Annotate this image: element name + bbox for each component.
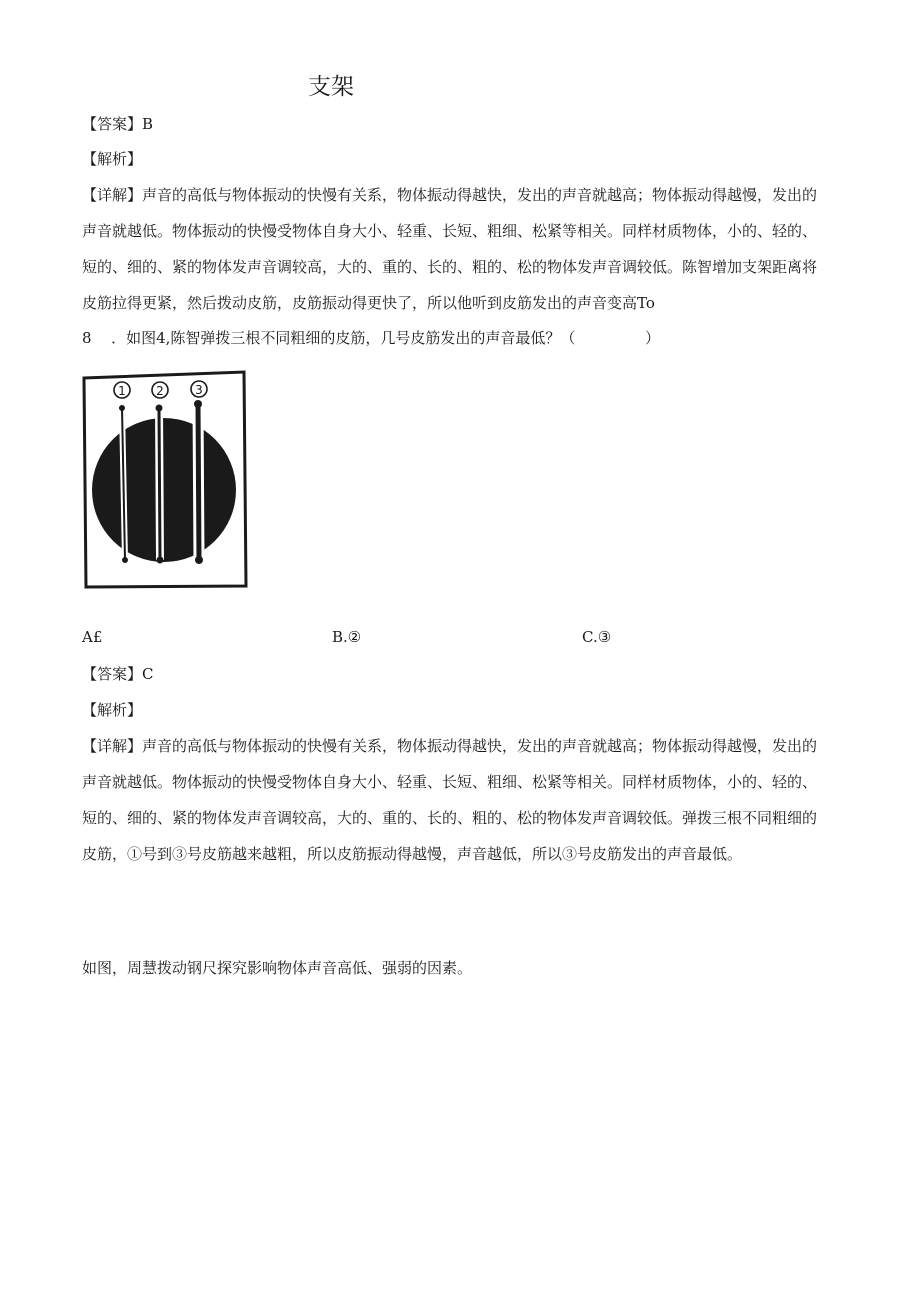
q8-analysis-label: 【解析】 xyxy=(82,701,143,719)
q7-detail-line-3: 短的、细的、紧的物体发声音调较高，大的、重的、长的、粗的、松的物体发声音调较低。陈智增加支架距离将 xyxy=(82,258,818,276)
q8-answer xyxy=(82,664,154,684)
q8-detail-line-4: 皮筋，①号到③号皮筋越来越粗，所以皮筋振动得越慢，声音越低，所以③号皮筋发出的声音最低。 xyxy=(82,845,743,863)
q7-answer xyxy=(82,114,153,134)
rubber-band-figure xyxy=(80,370,248,594)
q8-detail-line-3: 短的、细的、紧的物体发声音调较高，大的、重的、长的、粗的、松的物体发声音调较低。弹拨三根不同粗细的 xyxy=(82,809,818,827)
figure-caption: 支架 xyxy=(308,74,354,100)
question-stem: ．如图4,陈智弹拨三根不同粗细的皮筋，几号皮筋发出的声音最低？（ xyxy=(111,329,576,347)
svg-text:2: 2 xyxy=(156,384,164,398)
question-number: 8 xyxy=(82,329,92,347)
q8-detail-line-2: 声音就越低。物体振动的快慢受物体自身大小、轻重、长短、粗细、松紧等相关。同样材质物体，小的、轻的、 xyxy=(82,773,818,791)
question-stem-close: ） xyxy=(645,329,661,347)
option-a: A£ xyxy=(82,628,103,646)
svg-text:3: 3 xyxy=(195,383,203,397)
rubber-band-3 xyxy=(194,400,203,564)
answer-value: B xyxy=(142,115,154,133)
q7-detail-line-2: 声音就越低。物体振动的快慢受物体自身大小、轻重、长短、粗细、松紧等相关。同样材质物体，小的、轻的、 xyxy=(82,222,818,240)
q8-detail-line-1: 【详解】声音的高低与物体振动的快慢有关系，物体振动得越快，发出的声音就越高；物体振动得越慢，发出的 xyxy=(82,737,818,755)
q8-stem xyxy=(82,328,660,348)
q7-detail-line-1: 【详解】声音的高低与物体振动的快慢有关系，物体振动得越快，发出的声音就越高；物体振动得越慢，发出的 xyxy=(82,186,818,204)
band-label-1 xyxy=(114,382,130,398)
answer-value: C xyxy=(142,665,154,683)
rubber-band-diagram xyxy=(80,370,248,590)
q7-analysis-label: 【解析】 xyxy=(82,150,143,168)
svg-text:1: 1 xyxy=(118,384,126,398)
band-label-2 xyxy=(152,382,168,398)
detail-label: 【详解】 xyxy=(82,737,143,755)
option-b: B.② xyxy=(332,628,362,646)
band-label-3 xyxy=(191,381,207,397)
detail-label: 【详解】 xyxy=(82,186,143,204)
option-c: C.③ xyxy=(582,628,612,646)
answer-label: 【答案】 xyxy=(82,115,143,133)
q9-stem: 如图，周慧拨动钢尺探究影响物体声音高低、强弱的因素。 xyxy=(82,959,473,977)
q7-detail-line-4: 皮筋拉得更紧，然后拨动皮筋，皮筋振动得更快了，所以他听到皮筋发出的声音变高To xyxy=(82,294,655,312)
rubber-band-2 xyxy=(156,405,164,564)
answer-label: 【答案】 xyxy=(82,665,143,683)
